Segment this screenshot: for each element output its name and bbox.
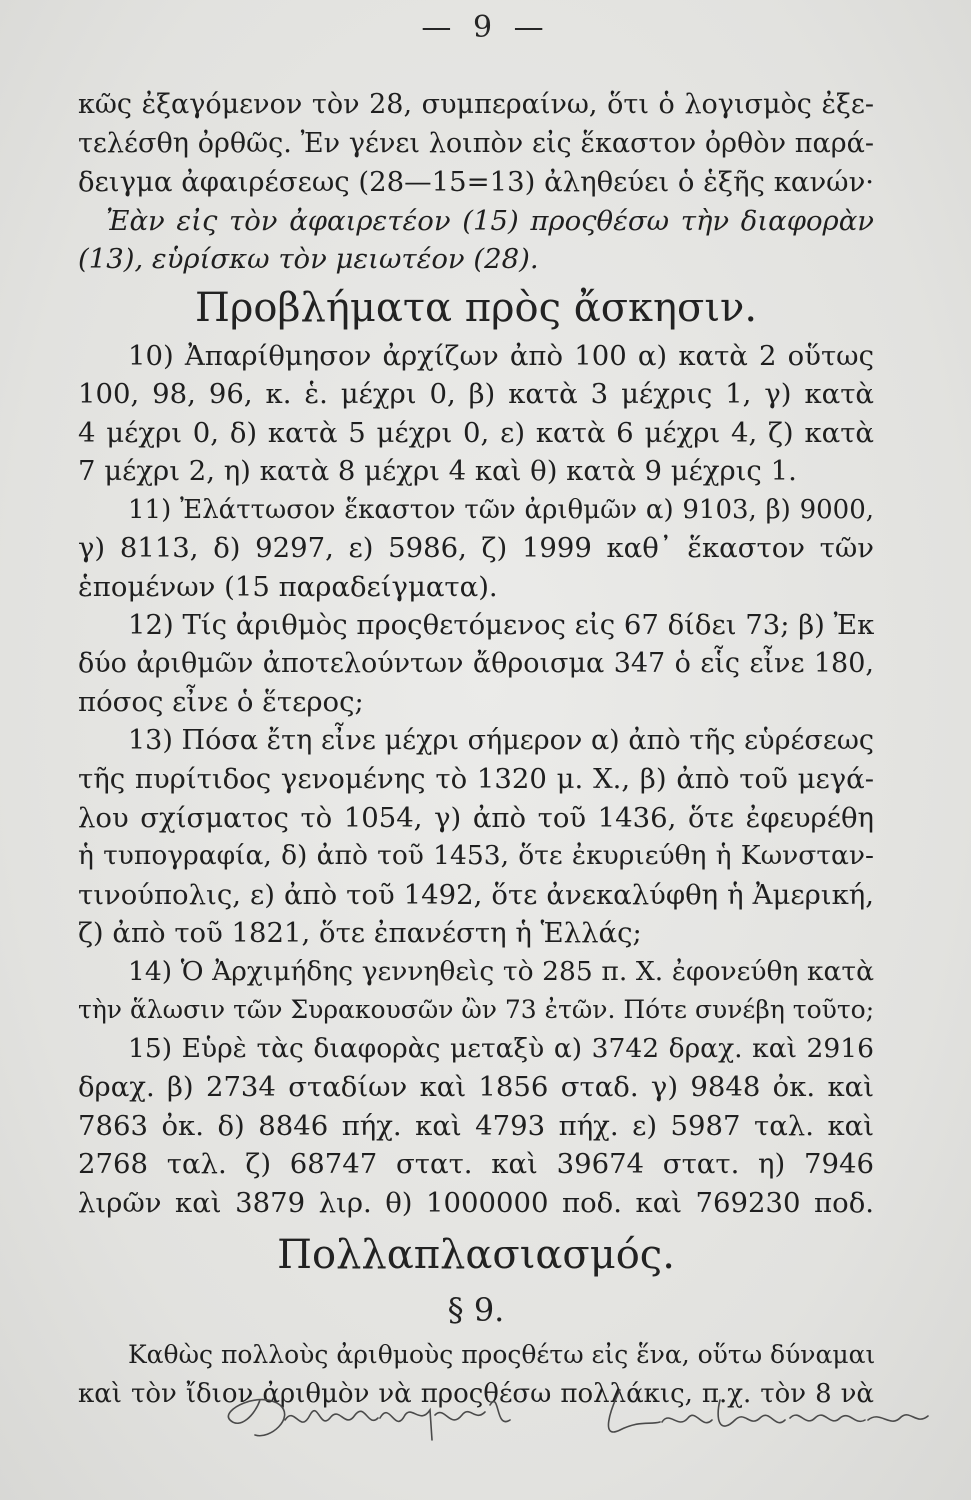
problem-line: ζ) ἀπὸ τοῦ 1821, ὅτε ἐπανέστη ἡ Ἑλλάς;	[78, 917, 642, 949]
problem-line: ἡ τυπογραφία, δ) ἀπὸ τοῦ 1453, ὅτε ἐκυριεύθη ἡ Κωνσταν-	[78, 840, 874, 871]
problem-line: 13) Πόσα ἔτη εἶνε μέχρι σήμερον α) ἀπὸ τῆς εὑρέσεως	[128, 724, 874, 756]
text-line: κῶς ἐξαγόμενον τὸν 28, συμπεραίνω, ὅτι ὁ λογισμὸς ἐξε-	[78, 89, 874, 120]
problem-line: 14) Ὁ Ἀρχιμήδης γεννηθεὶς τὸ 285 π. Χ. ἐφονεύθη κατὰ	[128, 955, 874, 987]
problem-line: 10) Ἀπαρίθμησον ἀρχίζων ἀπὸ 100 α) κατὰ 2 οὕτως	[128, 339, 874, 372]
problem-line: λου σχίσματος τὸ 1054, γ) ἀπὸ τοῦ 1436, ὅτε ἐφευρέθη	[78, 801, 874, 834]
signature-scribble	[200, 1360, 940, 1460]
section-number: § 9.	[447, 1291, 505, 1329]
problem-line: τὴν ἅλωσιν τῶν Συρακουσῶν ὢν 73 ἐτῶν. Πότε συνέβη τοῦτο;	[78, 995, 875, 1024]
closing-line: καὶ τὸν ἴδιον ἀριθμὸν νὰ προςθέσω πολλάκις, π.χ. τὸν 8 νὰ	[78, 1378, 874, 1409]
problem-line: λιρῶν καὶ 3879 λιρ. θ) 1000000 ποδ. καὶ 769230 ποδ.	[78, 1186, 874, 1219]
problem-line: 7 μέχρι 2, η) κατὰ 8 μέχρι 4 καὶ θ) κατὰ 9 μέχρις 1.	[78, 455, 797, 487]
problem-15	[78, 1030, 874, 1223]
text-line: δειγμα ἀφαιρέσεως (28—15=13) ἀληθεύει ὁ ἑξῆς κανών·	[78, 166, 875, 198]
text-line: τελέσθη ὀρθῶς. Ἐν γένει λοιπὸν εἰς ἕκαστον ὀρθὸν παρά-	[78, 127, 874, 159]
problem-line: 15) Εὑρὲ τὰς διαφορὰς μεταξὺ α) 3742 δραχ. καὶ 2916	[128, 1032, 874, 1064]
problem-line: ἑπομένων (15 παραδείγματα).	[78, 570, 498, 603]
problem-12	[78, 606, 874, 722]
problem-10	[78, 337, 874, 491]
problem-line: πόσος εἶνε ὁ ἕτερος;	[78, 686, 364, 718]
handwritten-signature	[200, 1360, 940, 1460]
problem-14	[78, 953, 874, 1030]
heading-multiplication: Πολλαπλασιασμός.	[277, 1232, 675, 1278]
problem-11	[78, 491, 874, 607]
problem-line: τῆς πυρίτιδος γενομένης τὸ 1320 μ. Χ., β) ἀπὸ τοῦ μεγά-	[78, 763, 874, 795]
problem-line: γ) 8113, δ) 9297, ε) 5986, ζ) 1999 καθ᾽ ἕκαστον τῶν	[78, 532, 874, 564]
rule-line: (13), εὑρίσκω τὸν μειωτέον (28).	[78, 243, 539, 275]
problem-line: 12) Τίς ἀριθμὸς προςθετόμενος εἰς 67 δίδει 73; β) Ἐκ	[128, 609, 875, 641]
problem-line: τινούπολις, ε) ἀπὸ τοῦ 1492, ὅτε ἀνεκαλύφθη ἡ Ἀμερική,	[78, 878, 874, 911]
closing-line: Καθὼς πολλοὺς ἀριθμοὺς προςθέτω εἰς ἕνα, οὕτω δύναμαι	[128, 1340, 876, 1369]
page-number: — 9 —	[421, 10, 550, 45]
rule-line: Ἐὰν εἰς τὸν ἀφαιρετέον (15) προςθέσω τὴν διαφορὰν	[106, 204, 874, 237]
problem-line: δύο ἀριθμῶν ἀποτελούντων ἄθροισμα 347 ὁ εἷς εἶνε 180,	[78, 647, 874, 679]
page-text	[78, 86, 874, 1413]
problem-line: 2768 ταλ. ζ) 68747 στατ. καὶ 39674 στατ. η) 7946	[78, 1148, 874, 1180]
heading-problems: Προβλήματα πρὸς ἄσκησιν.	[194, 284, 758, 331]
problem-line: 7863 ὀκ. δ) 8846 πήχ. καὶ 4793 πήχ. ε) 5987 ταλ. καὶ	[78, 1109, 874, 1142]
problem-line: δραχ. β) 2734 σταδίων καὶ 1856 σταδ. γ) 9848 ὀκ. καὶ	[78, 1071, 874, 1103]
problem-line: 4 μέχρι 0, δ) κατὰ 5 μέχρι 0, ε) κατὰ 6 μέχρι 4, ζ) κατὰ	[78, 416, 874, 449]
problem-line: 100, 98, 96, κ. ἑ. μέχρι 0, β) κατὰ 3 μέχρις 1, γ) κατὰ	[78, 378, 874, 410]
problem-13	[78, 722, 874, 953]
problem-line: 11) Ἐλάττωσον ἕκαστον τῶν ἀριθμῶν α) 9103, β) 9000,	[128, 494, 874, 525]
